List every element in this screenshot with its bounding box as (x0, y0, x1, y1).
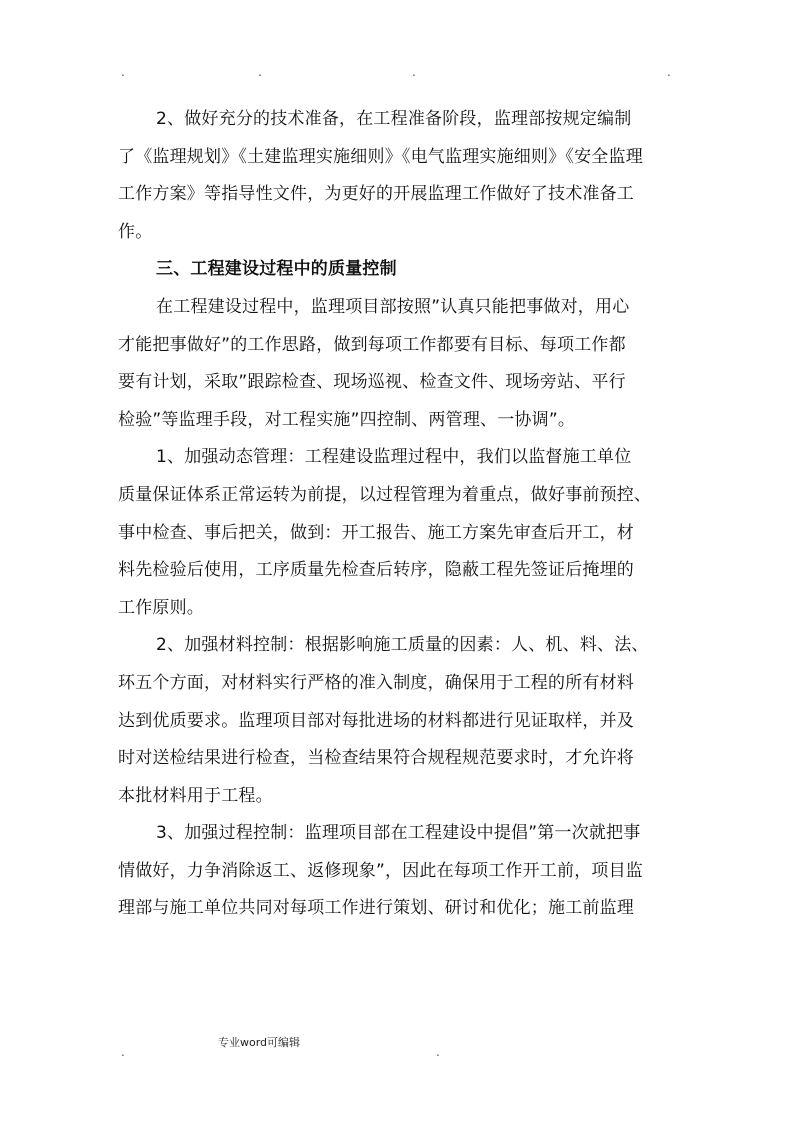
text-line: 环五个方面，对材料实行严格的准入制度，确保用于工程的所有材料 (118, 672, 634, 693)
paragraph-intro (118, 289, 674, 439)
document-body (118, 101, 674, 928)
text-line: 3、加强过程控制：监理项目部在工程建设中提倡”第一次就把事 (156, 823, 641, 844)
text-line: 才能把事做好”的工作思路，做到每项工作都要有目标、每项工作都 (118, 334, 626, 355)
paragraph-material-control (118, 627, 674, 815)
header-dot: . (667, 65, 671, 79)
header-dot: . (258, 65, 262, 79)
heading-text: 三、工程建设过程中的质量控制 (156, 259, 397, 280)
paragraph-dynamic-management (118, 439, 674, 627)
text-line: 工作原则。 (118, 597, 204, 618)
paragraph-technical-preparation (118, 101, 674, 251)
header-dot: . (121, 65, 125, 79)
text-line: 要有计划，采取”跟踪检查、现场巡视、检查文件、现场旁站、平行 (118, 372, 626, 393)
text-line: 在工程建设过程中，监理项目部按照”认真只能把事做对，用心 (156, 296, 630, 317)
text-line: 了《监理规划》《土建监理实施细则》《电气监理实施细则》《安全监理 (118, 146, 643, 167)
header-dot: . (412, 65, 416, 79)
text-line: 工作方案》等指导性文件，为更好的开展监理工作做好了技术准备工 (118, 184, 634, 205)
text-line: 达到优质要求。监理项目部对每批进场的材料都进行见证取样，并及 (118, 710, 634, 731)
text-line: 2、加强材料控制：根据影响施工质量的因素：人、机、料、法、 (156, 635, 649, 656)
footer-dot: . (436, 1045, 440, 1059)
text-line: 质量保证体系正常运转为前提，以过程管理为着重点，做好事前预控、 (118, 484, 652, 505)
text-line: 情做好，力争消除返工、返修现象”，因此在每项工作开工前，项目监 (118, 860, 644, 881)
text-line: 理部与施工单位共同对每项工作进行策划、研讨和优化；施工前监理 (118, 898, 634, 919)
footer-label: 专业word可编辑 (218, 1036, 301, 1049)
footer-dot: . (121, 1045, 125, 1059)
text-line: 1、加强动态管理：工程建设监理过程中，我们以监督施工单位 (156, 447, 632, 468)
text-line: 料先检验后使用，工序质量先检查后转序，隐蔽工程先签证后掩埋的 (118, 560, 634, 581)
text-line: 事中检查、事后把关，做到：开工报告、施工方案先审查后开工，材 (118, 522, 634, 543)
text-line: 本批材料用于工程。 (118, 785, 273, 806)
paragraph-process-control (118, 815, 674, 928)
text-line: 检验”等监理手段，对工程实施”四控制、两管理、一协调”。 (118, 409, 576, 430)
section-heading (118, 251, 674, 289)
text-line: 作。 (118, 221, 153, 242)
text-line: 时对送检结果进行检查，当检查结果符合规程规范要求时，才允许将 (118, 748, 634, 769)
text-line: 2、做好充分的技术准备，在工程准备阶段，监理部按规定编制 (156, 109, 632, 129)
